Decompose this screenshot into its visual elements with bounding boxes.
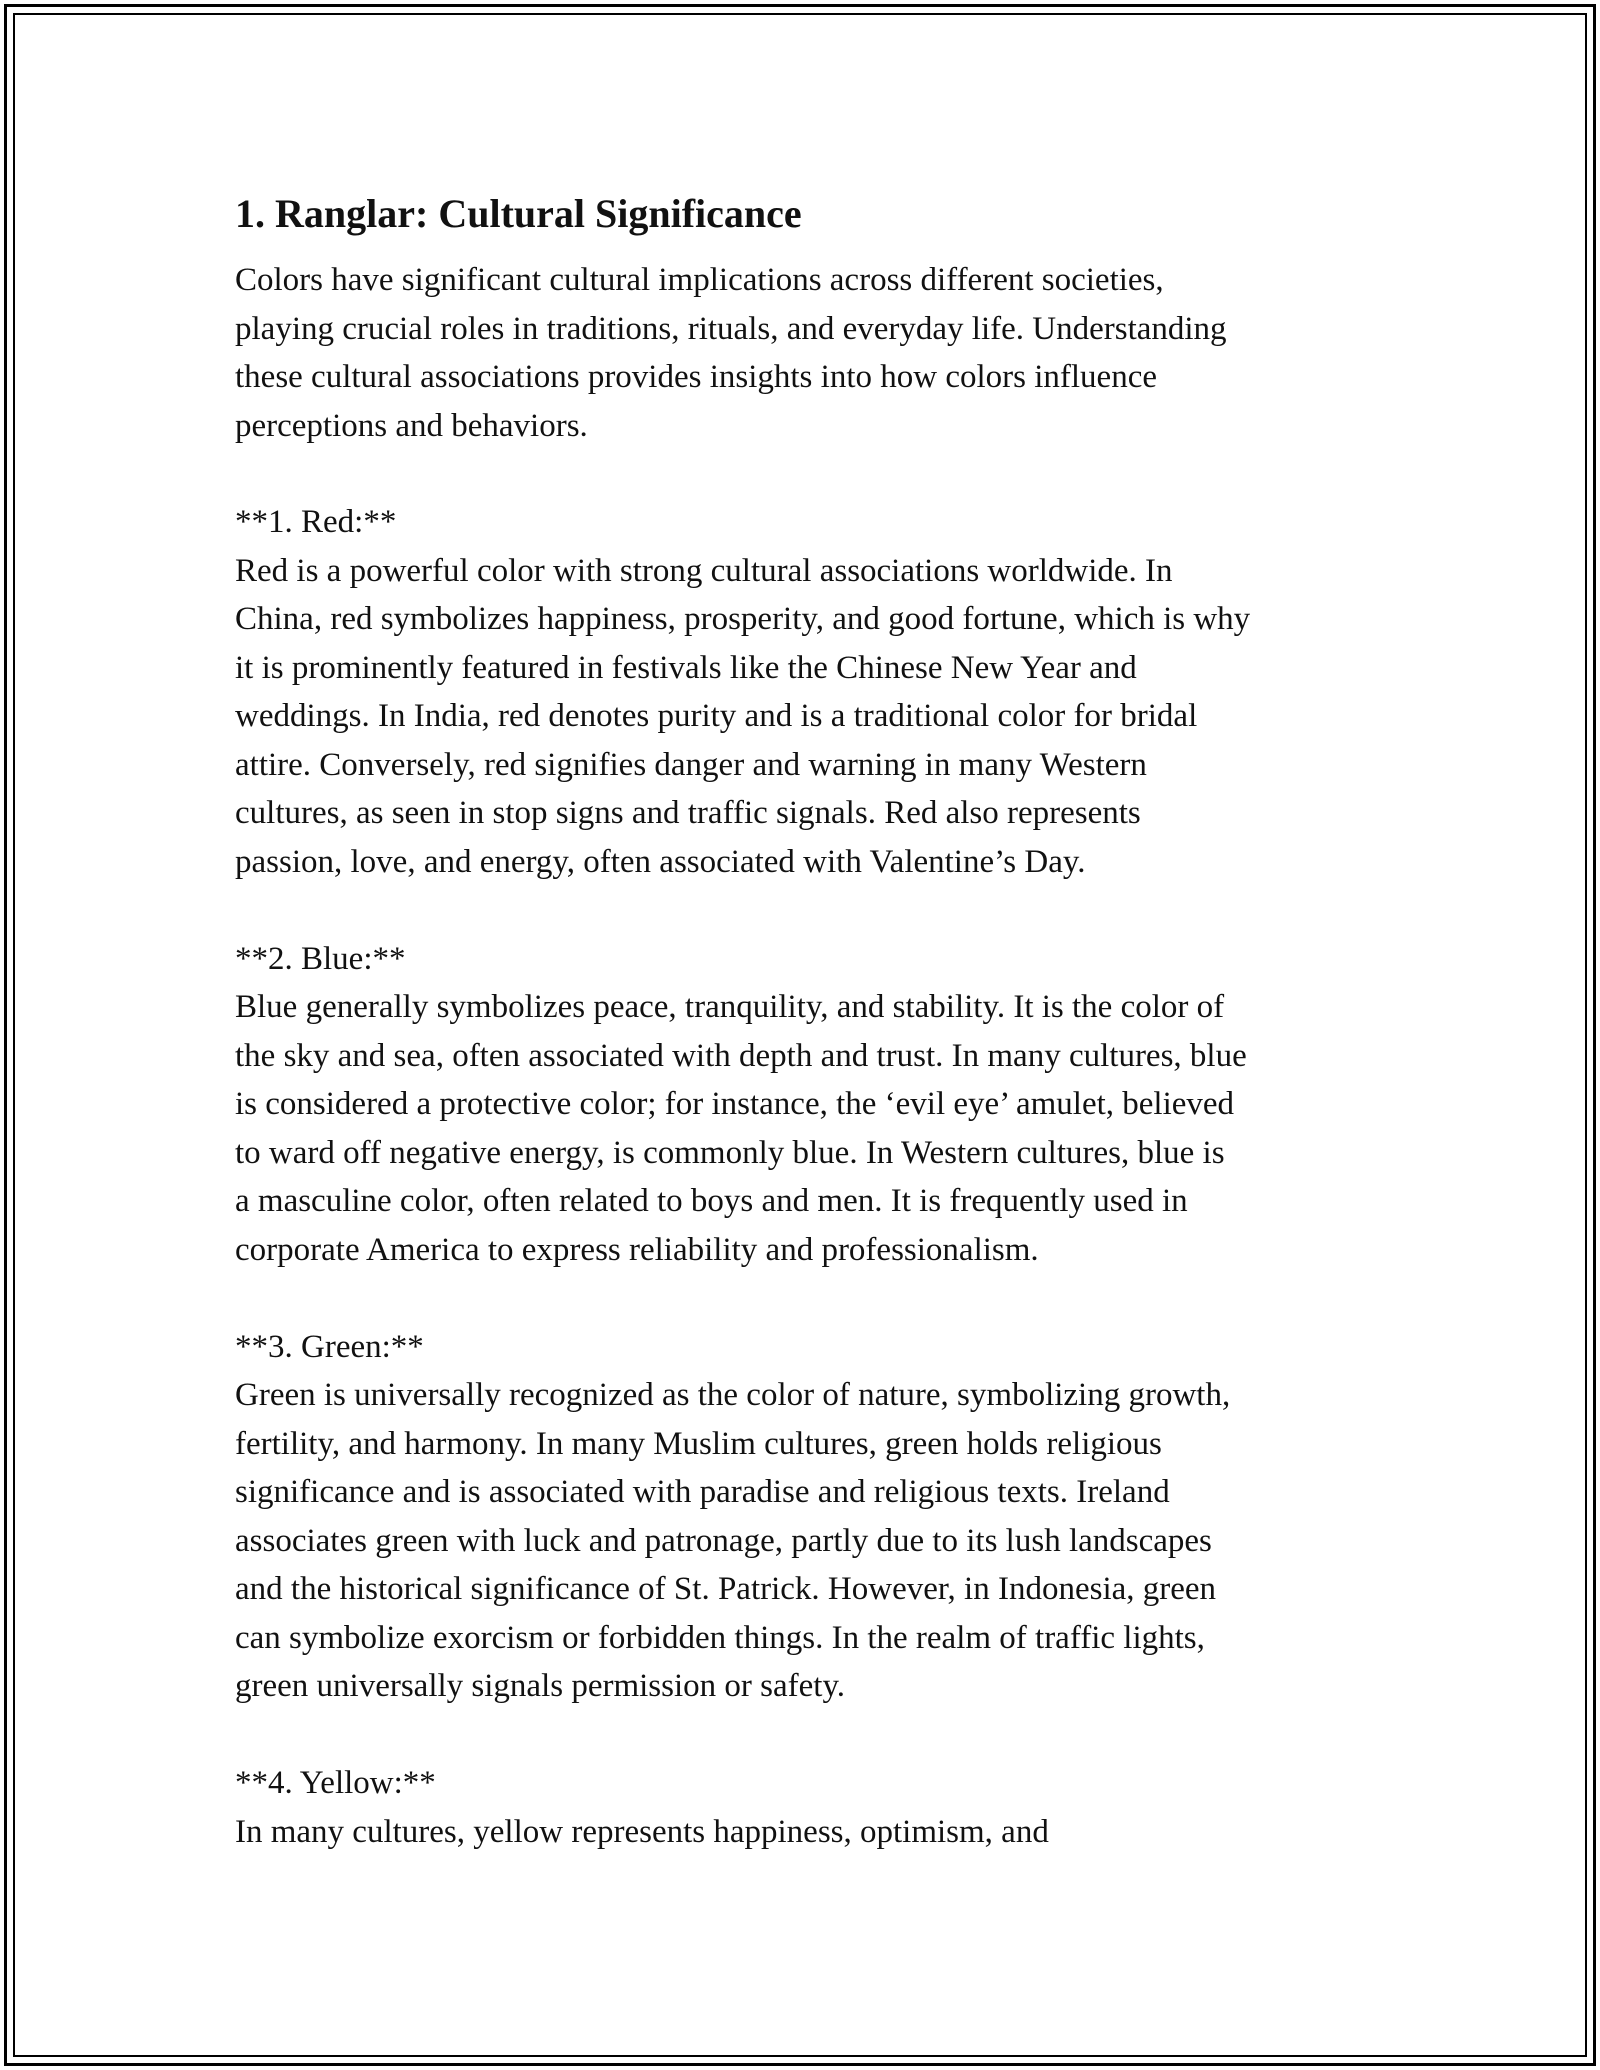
section-red (235, 498, 1375, 886)
section-title-blue: **2. Blue:** (235, 940, 406, 977)
section-body-red: Red is a powerful color with strong cultural associations worldwide. In China, red symbolizes happiness, prosperity, and good fortune, which is why it is prominently featured in festivals like the Chinese New Year and weddings. In India, red denotes purity and is a traditional color for bridal attire. Conversely, red signifies danger and warning in many Western cultures, as seen in stop signs and traffic signals. Red also represents passion, love, and energy, often associated with Valentine’s Day. (235, 552, 1251, 880)
section-title-yellow: **4. Yellow:** (235, 1765, 436, 1801)
intro-paragraph: Colors have significant cultural implications across different societies, playing crucial roles in traditions, rituals, and everyday life. Understanding these cultural associations provides insights into how colors influence perceptions and behaviors. (235, 262, 1227, 444)
section-green (235, 1323, 1375, 1711)
section-blue (235, 935, 1375, 1275)
document-body (235, 182, 1375, 1905)
page-title: 1. Ranglar: Cultural Significance (235, 191, 802, 236)
section-body-green: Green is universally recognized as the color of nature, symbolizing growth, fertility, and harmony. In many Muslim cultures, green holds religious significance and is associated with paradise and religious texts. Ireland associates green with luck and patronage, partly due to its lush landscapes and the historical significance of St. Patrick. However, in Indonesia, green can symbolize exorcism or forbidden things. In the realm of traffic lights, green universally signals permission or safety. (235, 1377, 1231, 1704)
section-yellow (235, 1759, 1375, 1856)
section-title-green: **3. Green:** (235, 1328, 424, 1365)
section-body-blue: Blue generally symbolizes peace, tranquility, and stability. It is the color of the sky and sea, often associated with depth and trust. In many cultures, blue is considered a protective color; for instance, the ‘evil eye’ amulet, believed to ward off negative energy, is commonly blue. In Western cultures, blue is a masculine color, often related to boys and men. It is frequently used in corporate America to express reliability and professionalism. (235, 989, 1247, 1268)
section-body-yellow: In many cultures, yellow represents happiness, optimism, and (235, 1813, 1049, 1850)
section-title-red: **1. Red:** (235, 504, 397, 540)
